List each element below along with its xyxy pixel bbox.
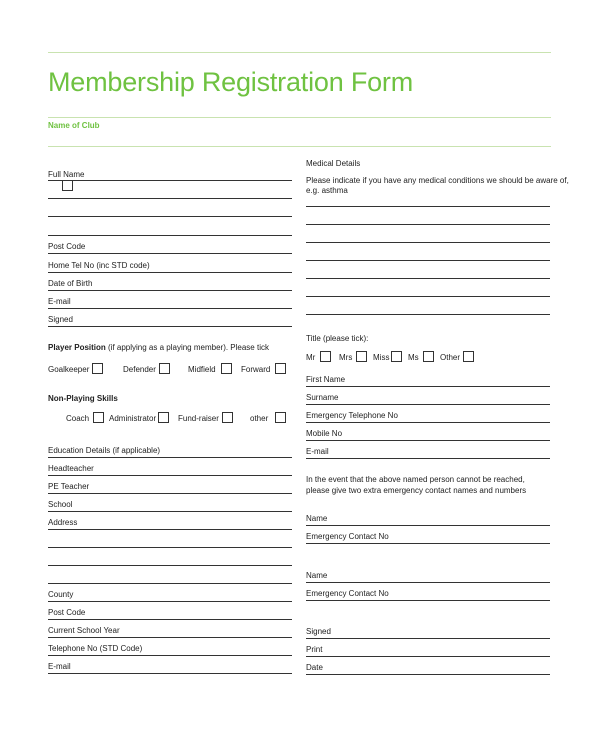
medical-line-4[interactable] bbox=[306, 260, 550, 261]
first-name-line[interactable] bbox=[306, 386, 550, 387]
date-label: Date bbox=[306, 663, 323, 672]
position-goalkeeper-label: Goalkeeper bbox=[48, 365, 90, 374]
post-code-2-label: Post Code bbox=[48, 608, 86, 617]
right-email-line[interactable] bbox=[306, 458, 550, 459]
address-line-3[interactable] bbox=[48, 565, 292, 566]
top-rule bbox=[48, 52, 551, 53]
player-position-note: (if applying as a playing member). Please tick bbox=[105, 343, 269, 352]
title-mrs-label: Mrs bbox=[339, 353, 353, 362]
title-ms-label: Ms bbox=[408, 353, 419, 362]
header-bottom-rule bbox=[48, 146, 551, 147]
first-name-label: First Name bbox=[306, 375, 346, 384]
telephone-label: Telephone No (STD Code) bbox=[48, 644, 143, 653]
skill-other-label: other bbox=[250, 414, 269, 423]
current-school-year-label: Current School Year bbox=[48, 626, 120, 635]
emergency-tel-line[interactable] bbox=[306, 422, 550, 423]
medical-line-3[interactable] bbox=[306, 242, 550, 243]
post-code-line[interactable] bbox=[48, 253, 292, 254]
date-line[interactable] bbox=[306, 674, 550, 675]
contact-2-number-label: Emergency Contact No bbox=[306, 589, 389, 598]
full-name-line[interactable] bbox=[48, 180, 292, 181]
club-rule[interactable] bbox=[48, 117, 551, 118]
title-mr-label: Mr bbox=[306, 353, 316, 362]
post-code-2-line[interactable] bbox=[48, 619, 292, 620]
address-line-2[interactable] bbox=[48, 547, 292, 548]
contact-2-number-line[interactable] bbox=[306, 600, 550, 601]
position-defender-label: Defender bbox=[123, 365, 156, 374]
signed-line[interactable] bbox=[48, 326, 292, 327]
position-forward-label: Forward bbox=[241, 365, 271, 374]
skill-coach-label: Coach bbox=[66, 414, 90, 423]
pe-teacher-line[interactable] bbox=[48, 493, 292, 494]
headteacher-label: Headteacher bbox=[48, 464, 94, 473]
school-label: School bbox=[48, 500, 73, 509]
medical-line-7[interactable] bbox=[306, 314, 550, 315]
skill-fundraiser-label: Fund-raiser bbox=[178, 414, 219, 423]
title-mrs-checkbox[interactable] bbox=[356, 351, 367, 362]
contact-1-name-label: Name bbox=[306, 514, 328, 523]
surname-label: Surname bbox=[306, 393, 339, 402]
address-line[interactable] bbox=[48, 529, 292, 530]
medical-text-1: Please indicate if you have any medical conditions we should be aware of, bbox=[306, 176, 569, 185]
county-label: County bbox=[48, 590, 74, 599]
dob-line[interactable] bbox=[48, 290, 292, 291]
medical-line-6[interactable] bbox=[306, 296, 550, 297]
skill-administrator-label: Administrator bbox=[109, 414, 157, 423]
skill-fundraiser-checkbox[interactable] bbox=[222, 412, 233, 423]
post-code-label: Post Code bbox=[48, 242, 86, 251]
emergency-tel-label: Emergency Telephone No bbox=[306, 411, 398, 420]
print-label: Print bbox=[306, 645, 323, 654]
home-tel-line[interactable] bbox=[48, 272, 292, 273]
headteacher-line[interactable] bbox=[48, 475, 292, 476]
skill-coach-checkbox[interactable] bbox=[93, 412, 104, 423]
title-tick-label: Title (please tick): bbox=[306, 334, 369, 343]
right-signed-line[interactable] bbox=[306, 638, 550, 639]
medical-text-2: e.g. asthma bbox=[306, 186, 348, 195]
position-forward-checkbox[interactable] bbox=[275, 363, 286, 374]
dob-label: Date of Birth bbox=[48, 279, 93, 288]
contact-1-name-line[interactable] bbox=[306, 525, 550, 526]
home-tel-label: Home Tel No (inc STD code) bbox=[48, 261, 150, 270]
email-line[interactable] bbox=[48, 308, 292, 309]
position-defender-checkbox[interactable] bbox=[159, 363, 170, 374]
title-ms-checkbox[interactable] bbox=[423, 351, 434, 362]
contact-2-name-label: Name bbox=[306, 571, 328, 580]
position-midfield-label: Midfield bbox=[188, 365, 216, 374]
signed-label: Signed bbox=[48, 315, 73, 324]
skill-administrator-checkbox[interactable] bbox=[158, 412, 169, 423]
print-line[interactable] bbox=[306, 656, 550, 657]
full-name-line-3[interactable] bbox=[48, 216, 292, 217]
contact-2-name-line[interactable] bbox=[306, 582, 550, 583]
position-midfield-checkbox[interactable] bbox=[221, 363, 232, 374]
medical-line-1[interactable] bbox=[306, 206, 550, 207]
contact-1-number-label: Emergency Contact No bbox=[306, 532, 389, 541]
player-position-label bbox=[48, 343, 269, 353]
address-line-4[interactable] bbox=[48, 583, 292, 584]
title-miss-label: Miss bbox=[373, 353, 390, 362]
current-school-year-line[interactable] bbox=[48, 637, 292, 638]
event-text-1: In the event that the above named person cannot be reached, bbox=[306, 475, 525, 484]
full-name-line-4[interactable] bbox=[48, 235, 292, 236]
full-name-line-2[interactable] bbox=[48, 198, 292, 199]
title-mr-checkbox[interactable] bbox=[320, 351, 331, 362]
full-name-checkbox[interactable] bbox=[62, 180, 73, 191]
email-2-label: E-mail bbox=[48, 662, 71, 671]
medical-title: Medical Details bbox=[306, 159, 361, 168]
title-miss-checkbox[interactable] bbox=[391, 351, 402, 362]
full-name-label: Full Name bbox=[48, 170, 85, 179]
title-other-label: Other bbox=[440, 353, 461, 362]
education-line[interactable] bbox=[48, 457, 292, 458]
event-text-2: please give two extra emergency contact names and numbers bbox=[306, 486, 527, 495]
county-line[interactable] bbox=[48, 601, 292, 602]
non-playing-title: Non-Playing Skills bbox=[48, 394, 118, 403]
player-position-title: Player Position bbox=[48, 343, 106, 352]
pe-teacher-label: PE Teacher bbox=[48, 482, 90, 491]
medical-line-2[interactable] bbox=[306, 224, 550, 225]
education-label: Education Details (if applicable) bbox=[48, 446, 161, 455]
contact-1-number-line[interactable] bbox=[306, 543, 550, 544]
email-2-line[interactable] bbox=[48, 673, 292, 674]
mobile-label: Mobile No bbox=[306, 429, 343, 438]
right-email-label: E-mail bbox=[306, 447, 329, 456]
email-label: E-mail bbox=[48, 297, 71, 306]
position-goalkeeper-checkbox[interactable] bbox=[92, 363, 103, 374]
club-label: Name of Club bbox=[48, 121, 100, 130]
address-label: Address bbox=[48, 518, 78, 527]
medical-line-5[interactable] bbox=[306, 278, 550, 279]
mobile-line[interactable] bbox=[306, 440, 550, 441]
school-line[interactable] bbox=[48, 511, 292, 512]
page-title: Membership Registration Form bbox=[48, 67, 414, 97]
telephone-line[interactable] bbox=[48, 655, 292, 656]
surname-line[interactable] bbox=[306, 404, 550, 405]
title-other-checkbox[interactable] bbox=[463, 351, 474, 362]
skill-other-checkbox[interactable] bbox=[275, 412, 286, 423]
right-signed-label: Signed bbox=[306, 627, 331, 636]
